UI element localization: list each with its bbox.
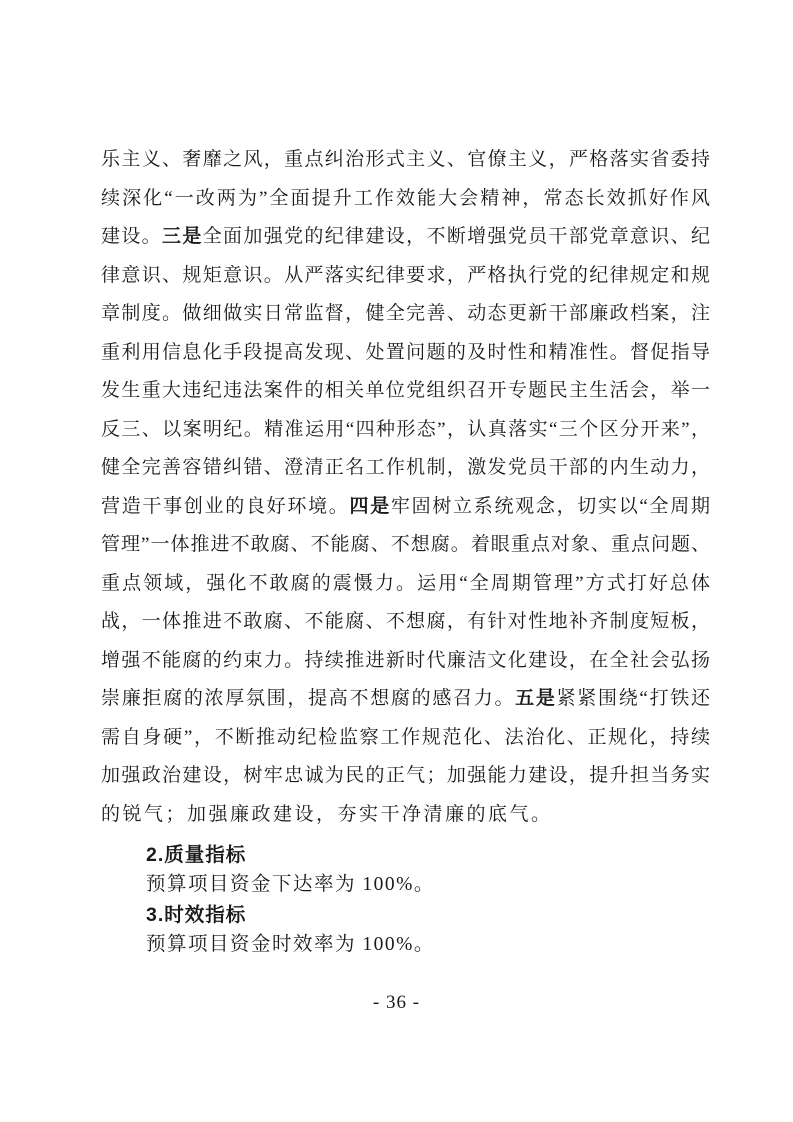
text-run: 加强政治建设，树牢忠诚为民的正气；加强能力建设，提升担当务实 (101, 765, 710, 786)
text-run: 战，一体推进不敢腐、不能腐、不想腐，有针对性地补齐制度短板， (101, 611, 710, 632)
text-line (101, 449, 710, 488)
text-run: 章制度。做细做实日常监督，健全完善、动态更新干部廉政档案，注 (101, 303, 710, 324)
text-run: 发生重大违纪违法案件的相关单位党组织召开专题民主生活会，举一 (101, 380, 710, 401)
text-line (101, 719, 710, 758)
section-heading (101, 840, 710, 870)
text-line (101, 565, 710, 604)
text-line (101, 334, 710, 373)
text-line (101, 257, 710, 296)
section-heading (101, 900, 710, 930)
text-run: 营造干事创业的良好环境。 (101, 495, 350, 517)
text-run: 乐主义、奢靡之风，重点纠治形式主义、官僚主义，严格落实省委持 (101, 149, 710, 170)
text-run: 预算项目资金下达率为 100%。 (146, 874, 435, 895)
text-run: 管理”一体推进不敢腐、不能腐、不想腐。着眼重点对象、重点问题、 (101, 534, 710, 555)
text-run: 建设。 (101, 226, 163, 247)
text-run: 健全完善容错纠错、澄清正名工作机制，激发党员干部的内生动力， (101, 457, 710, 478)
text-run: 3.时效指标 (146, 904, 247, 926)
text-run: 重点领域，强化不敢腐的震慑力。运用“全周期管理”方式打好总体 (101, 572, 710, 594)
text-line (101, 488, 710, 527)
text-run: 重利用信息化手段提高发现、处置问题的及时性和精准性。督促指导 (101, 341, 710, 363)
text-run: 预算项目资金时效率为 100%。 (146, 934, 435, 955)
bold-run: 五是 (515, 688, 557, 709)
text-line (101, 796, 710, 835)
text-line (101, 295, 710, 334)
text-run: 需自身硬”，不断推动纪检监察工作规范化、法治化、正规化，持续 (101, 726, 710, 748)
text-line (101, 180, 710, 219)
text-run: 续深化“一改两为”全面提升工作效能大会精神，常态长效抓好作风 (101, 187, 710, 209)
text-line (101, 757, 710, 796)
text-line (101, 680, 710, 719)
text-line (101, 870, 710, 900)
text-run: 全面加强党的纪律建设，不断增强党员干部党章意识、纪 (202, 226, 710, 247)
text-run: 紧紧围绕“打铁还 (556, 688, 710, 709)
text-line (101, 141, 710, 180)
text-line (101, 411, 710, 450)
document-body (101, 141, 710, 960)
text-run: 反三、以案明纪。精准运用“四种形态”，认真落实“三个区分开来”， (101, 418, 710, 440)
text-run: 的锐气；加强廉政建设，夯实干净清廉的底气。 (101, 803, 553, 825)
page-footer (0, 988, 793, 1018)
text-run: 牢固树立系统观念，切实以“全周期 (390, 495, 710, 517)
text-line (101, 603, 710, 642)
text-run: 2.质量指标 (146, 844, 247, 866)
text-run: 崇廉拒腐的浓厚氛围，提高不想腐的感召力。 (101, 688, 516, 709)
text-line (101, 372, 710, 411)
text-run: 律意识、规矩意识。从严落实纪律要求，严格执行党的纪律规定和规 (101, 264, 710, 286)
bold-run: 四是 (349, 495, 391, 517)
bold-run: 三是 (162, 226, 203, 247)
text-run: 增强不能腐的约束力。持续推进新时代廉洁文化建设，在全社会弘扬 (101, 649, 710, 671)
text-line (101, 526, 710, 565)
text-line (101, 642, 710, 681)
text-line (101, 218, 710, 257)
page-number: - 36 - (372, 992, 421, 1013)
text-line (101, 930, 710, 960)
